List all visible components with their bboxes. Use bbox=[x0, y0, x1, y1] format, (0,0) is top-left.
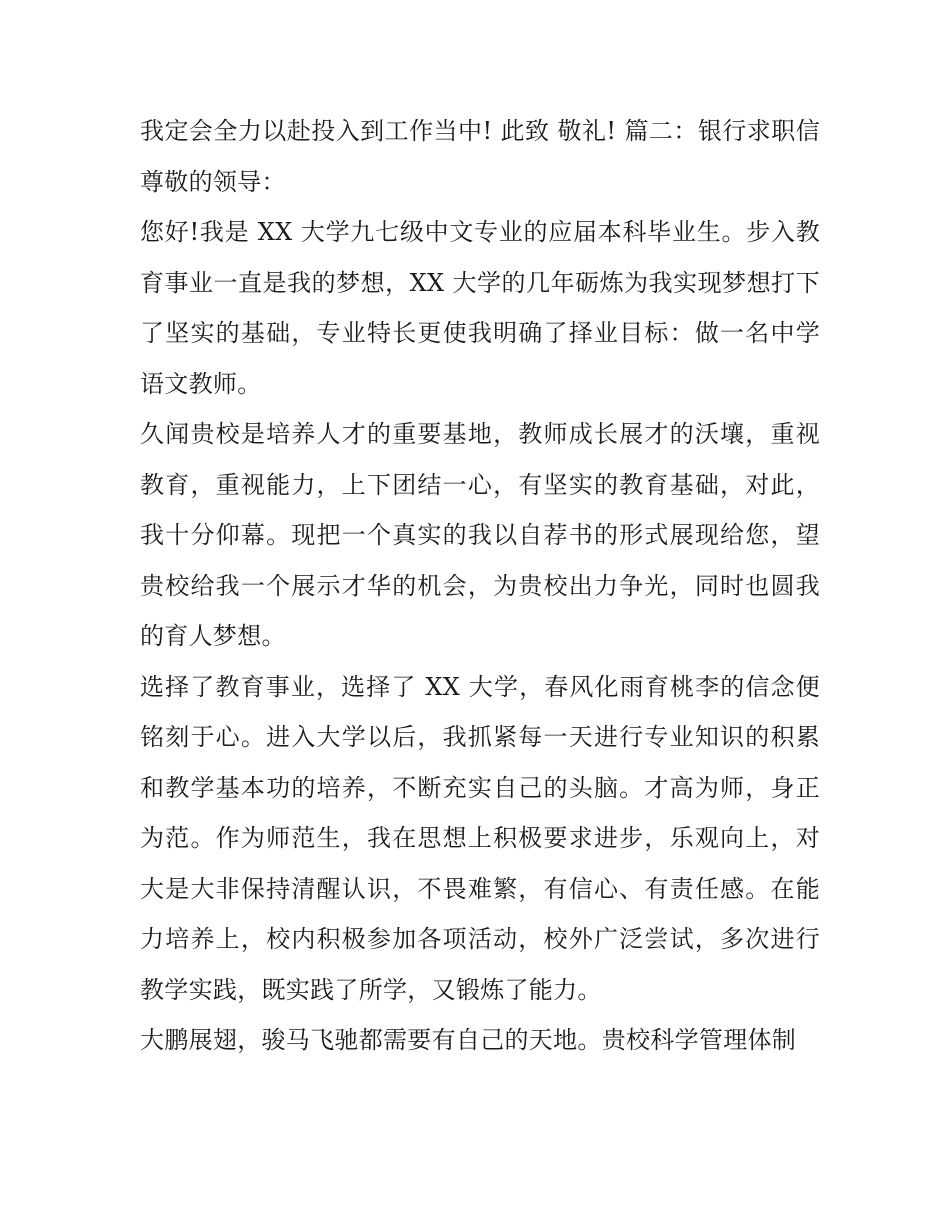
paragraph-closing-and-salutation: 我定会全力以赴投入到工作当中! 此致 敬礼! 篇二：银行求职信 尊敬的领导： bbox=[140, 117, 820, 196]
paragraph-about-school: 久闻贵校是培养人才的重要基地，教师成长展才的沃壤，重视教育，重视能力，上下团结一心，有坚实的教育基础，对此，我十分仰幕。现把一个真实的我以自荐书的形式展现给您，望贵校给我一个展示才华的机会，为贵校出力争光，同时也圆我的育人梦想。 bbox=[140, 420, 820, 650]
paragraph-introduction: 您好!我是 XX 大学九七级中文专业的应届本科毕业生。步入教育事业一直是我的梦想，XX 大学的几年砺炼为我实现梦想打下了坚实的基础，专业特长更使我明确了择业目标：做一名中学语文教师。 bbox=[140, 218, 820, 398]
document-body bbox=[140, 106, 820, 1066]
paragraph-education-experience: 选择了教育事业，选择了 XX 大学，春风化雨育桃李的信念便铭刻于心。进入大学以后，我抓紧每一天进行专业知识的积累和教学基本功的培养，不断充实自己的头脑。才高为师，身正为范。作为师范生，我在思想上积极要求进步，乐观向上，对大是大非保持清醒认识，不畏难繁，有信心、有责任感。在能力培养上，校内积极参加各项活动，校外广泛尝试，多次进行教学实践，既实践了所学，又锻炼了能力。 bbox=[140, 672, 820, 1004]
paragraph-aspiration: 大鹏展翅，骏马飞驰都需要有自己的天地。贵校科学管理体制 bbox=[140, 1026, 797, 1054]
